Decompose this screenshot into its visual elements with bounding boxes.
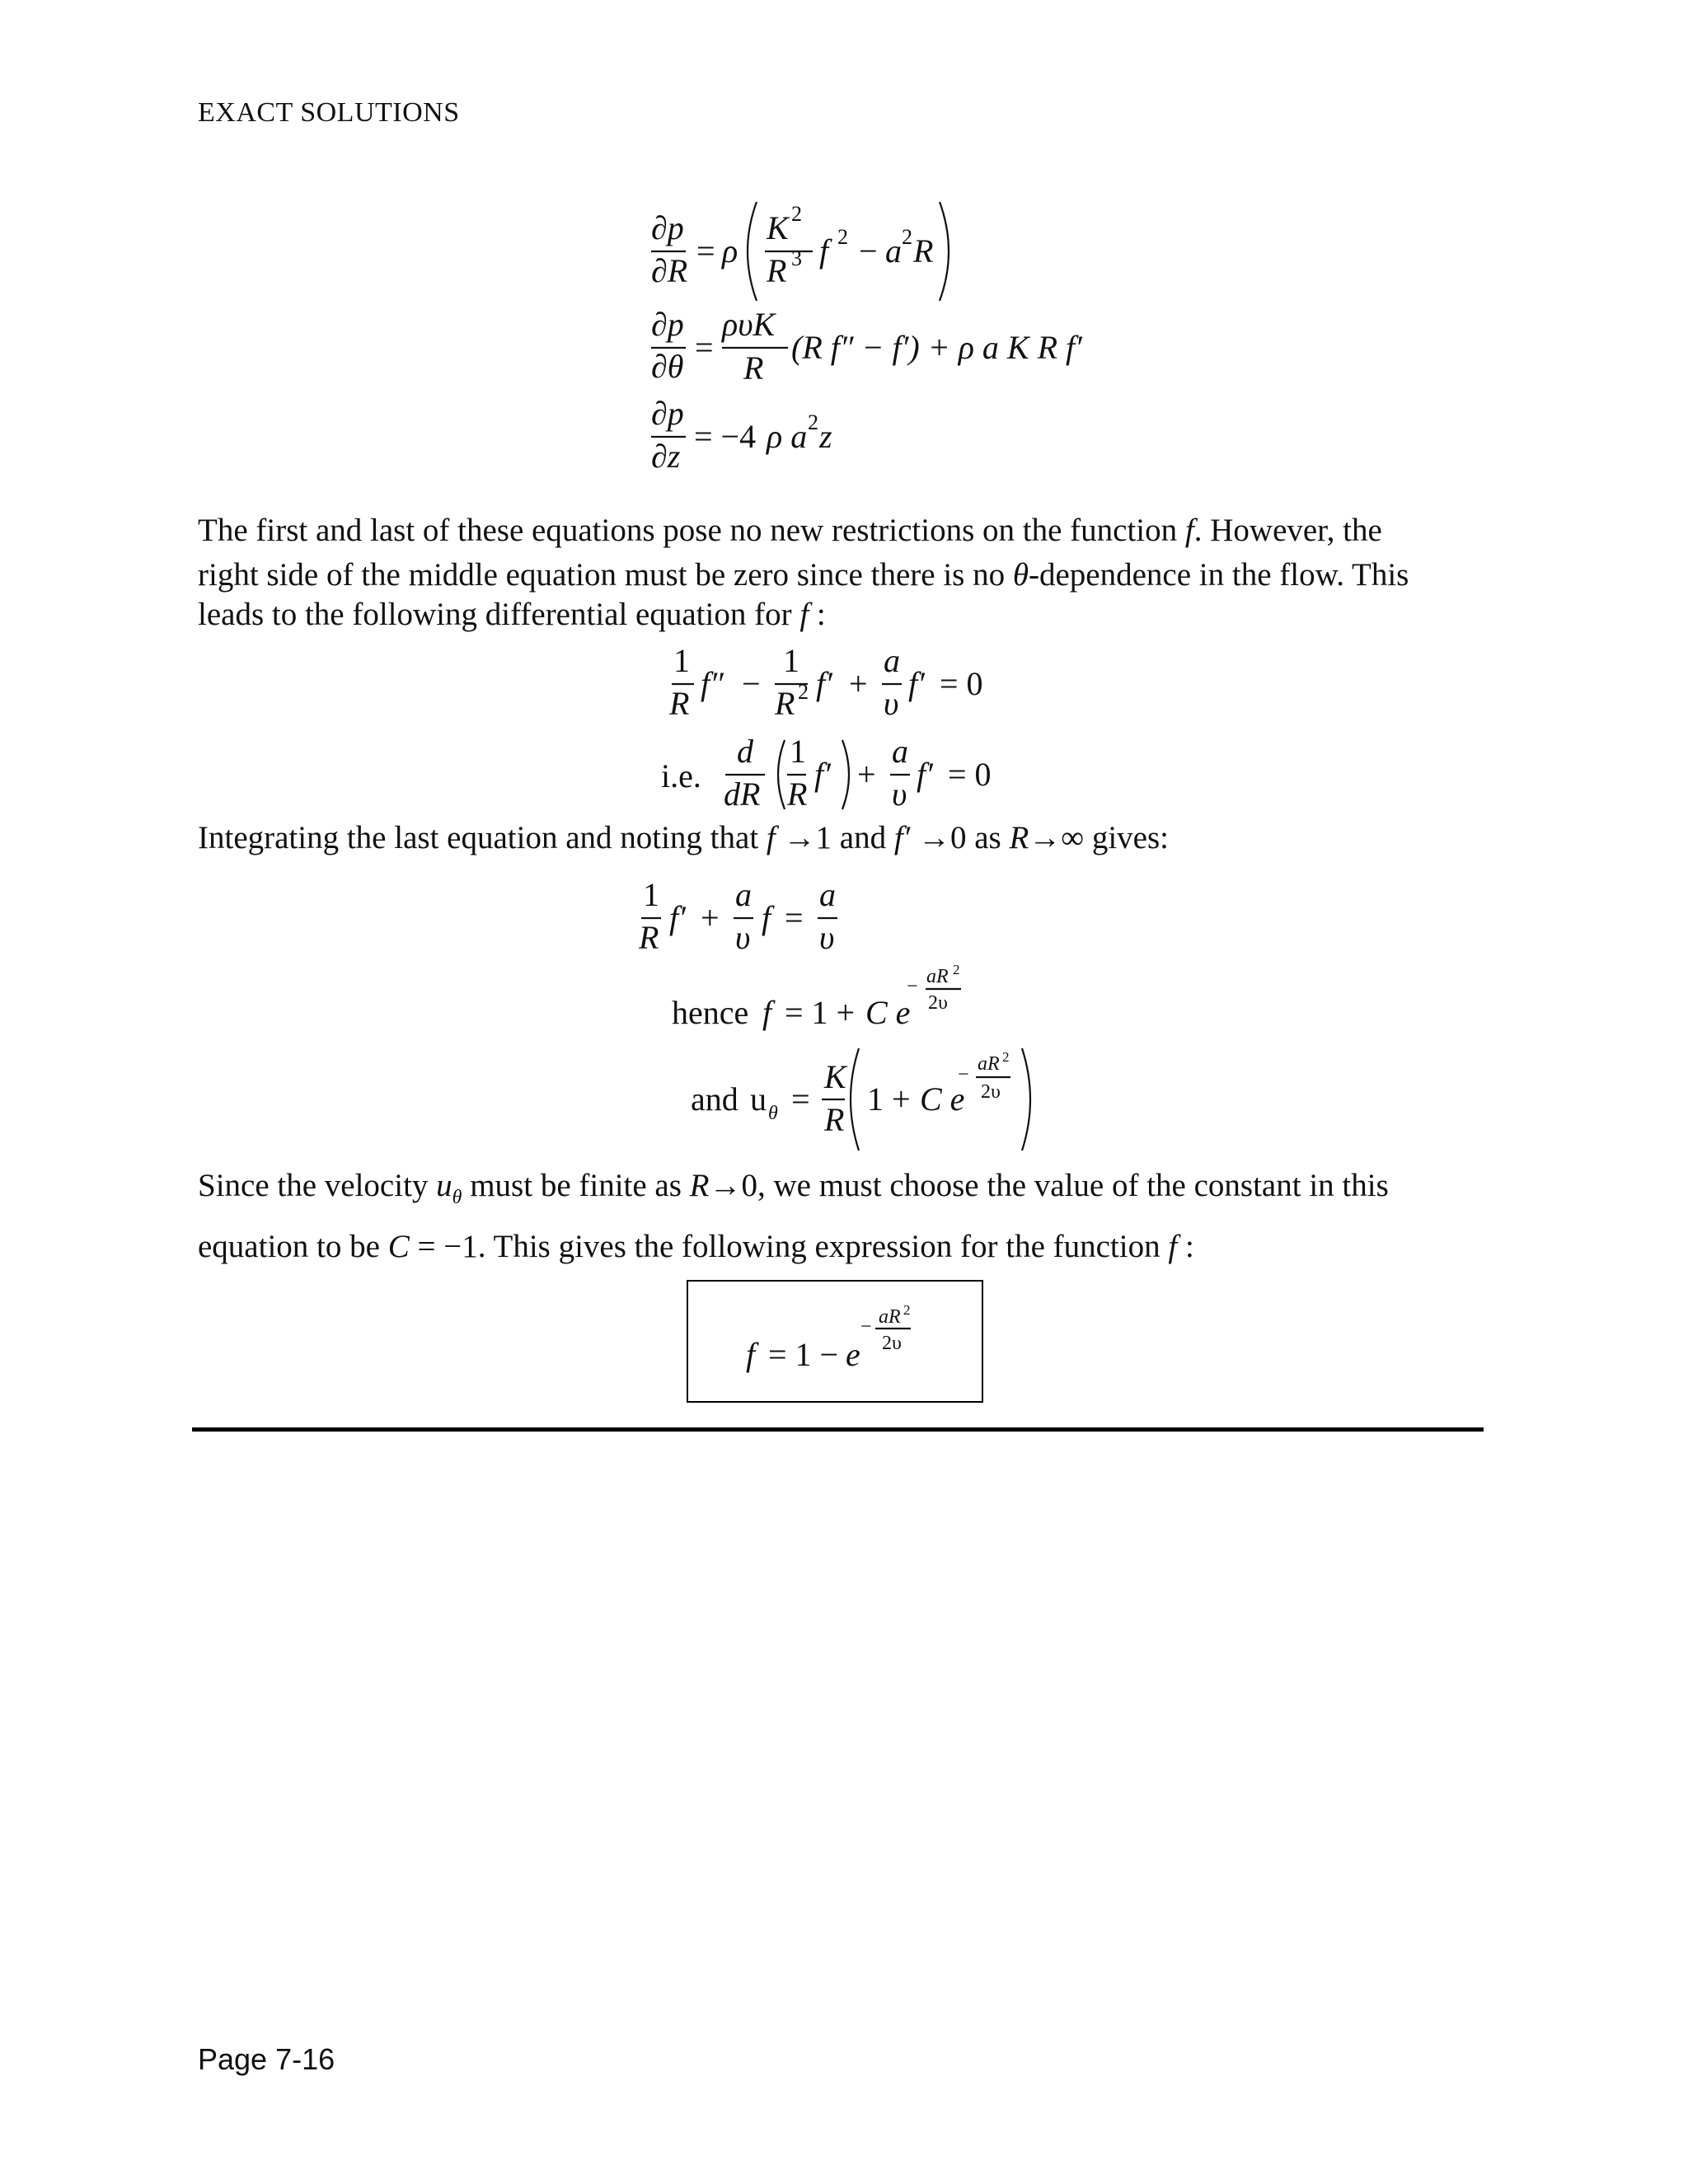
label-hence: hence: [672, 994, 749, 1031]
svg-text:2: 2: [837, 225, 848, 249]
svg-text:υ: υ: [892, 776, 907, 813]
svg-text:∂R: ∂R: [651, 252, 688, 289]
svg-text:ρ a: ρ a: [767, 418, 808, 455]
paragraph-restrictions: The first and last of these equations pose no new restrictions on the function f. However, the right side of the middle equation must be zero since there is no θ-dependence in the flow. This leads to the following differential equation for f :: [198, 513, 1409, 632]
label-and: and: [691, 1080, 738, 1118]
svg-text:f′: f′: [917, 756, 933, 793]
svg-text:−: −: [859, 232, 878, 269]
svg-text:a: a: [819, 876, 836, 913]
paragraph-finite-velocity: Since the velocity $u_\theta$ must be finite as R→0, we must choose the value of the constant in this equation to be C = −1. This gives the following expression for the function f :: [198, 1168, 1389, 1264]
svg-text:f″: f″: [701, 665, 724, 702]
svg-text:C e: C e: [865, 994, 911, 1031]
svg-text:a: a: [885, 232, 902, 269]
svg-text:= 1 +: = 1 +: [785, 994, 856, 1031]
svg-text:2: 2: [1002, 1049, 1010, 1065]
svg-text:1: 1: [643, 876, 659, 913]
svg-text:f: f: [819, 232, 829, 269]
svg-text:d: d: [737, 733, 753, 770]
svg-text:=: =: [791, 1080, 810, 1118]
svg-text:1: 1: [790, 733, 806, 770]
svg-text:= 0: = 0: [948, 756, 992, 793]
svg-text:1 +: 1 +: [867, 1080, 911, 1118]
svg-text:+: +: [857, 756, 876, 793]
svg-text:2: 2: [953, 962, 960, 977]
svg-text:θ: θ: [768, 1103, 778, 1124]
svg-text:K: K: [767, 209, 789, 246]
svg-text:=: =: [785, 899, 804, 936]
svg-text:(R f″ − f′) + ρ a K R f′: (R f″ − f′) + ρ a K R f′: [791, 329, 1082, 366]
svg-text:f′: f′: [908, 665, 925, 702]
svg-text:R: R: [824, 1101, 845, 1138]
svg-text:f: f: [762, 994, 772, 1031]
svg-text:−: −: [958, 1064, 969, 1085]
svg-text:υ: υ: [884, 685, 899, 722]
svg-text:∂p: ∂p: [651, 306, 684, 343]
svg-text:−: −: [742, 665, 761, 702]
svg-text:f: f: [746, 1336, 756, 1373]
svg-text:=: =: [695, 329, 714, 366]
svg-text:R: R: [639, 919, 659, 956]
svg-text:a: a: [892, 733, 908, 770]
svg-text:ρ: ρ: [722, 232, 738, 269]
svg-text:a: a: [884, 642, 900, 679]
svg-text:2: 2: [791, 202, 802, 226]
svg-text:∂z: ∂z: [651, 438, 681, 475]
svg-text:R: R: [775, 685, 795, 722]
svg-text:=: =: [696, 232, 715, 269]
svg-text:2: 2: [798, 680, 809, 704]
svg-text:= 0: = 0: [940, 665, 983, 702]
svg-text:aR: aR: [879, 1306, 901, 1328]
svg-text:e: e: [846, 1336, 860, 1373]
svg-text:= −4: = −4: [694, 418, 757, 455]
svg-text:= 1 −: = 1 −: [768, 1336, 839, 1373]
svg-text:∂p: ∂p: [651, 209, 684, 246]
svg-text:R: R: [743, 349, 764, 387]
svg-text:ρυK: ρυK: [722, 306, 776, 343]
paragraph-integrating: Integrating the last equation and noting that f →1 and f′ →0 as R→∞ gives:: [198, 820, 1170, 855]
svg-text:R: R: [669, 685, 690, 722]
svg-text:aR: aR: [978, 1053, 1000, 1075]
svg-text:∂θ: ∂θ: [651, 348, 684, 385]
section-divider: [192, 1427, 1484, 1432]
svg-text:2: 2: [808, 410, 818, 434]
svg-text:2υ: 2υ: [882, 1333, 902, 1354]
svg-text:f′: f′: [669, 899, 686, 936]
svg-text:u: u: [750, 1080, 767, 1118]
svg-text:dR: dR: [724, 776, 761, 813]
svg-text:R: R: [767, 252, 787, 289]
svg-text:K: K: [824, 1058, 846, 1095]
svg-text:2: 2: [903, 1302, 911, 1318]
svg-text:f′: f′: [814, 756, 831, 793]
svg-text:1: 1: [673, 642, 690, 679]
svg-text:aR: aR: [926, 966, 949, 987]
svg-text:a: a: [735, 876, 752, 913]
svg-text:2υ: 2υ: [981, 1081, 1001, 1103]
page-number: Page 7-16: [198, 2042, 335, 2076]
svg-text:∂p: ∂p: [651, 395, 684, 432]
svg-text:1: 1: [783, 642, 799, 679]
page-header: EXACT SOLUTIONS: [198, 97, 460, 128]
result-box: [687, 1280, 983, 1403]
svg-text:+: +: [701, 899, 720, 936]
svg-text:C e: C e: [920, 1080, 965, 1118]
svg-text:+: +: [849, 665, 868, 702]
svg-text:υ: υ: [819, 919, 835, 956]
label-ie: i.e.: [661, 757, 701, 794]
svg-text:−: −: [907, 976, 918, 997]
svg-text:R: R: [913, 232, 934, 269]
svg-text:−: −: [860, 1316, 872, 1338]
svg-text:2: 2: [902, 225, 912, 249]
svg-text:3: 3: [791, 246, 802, 270]
svg-text:R: R: [787, 776, 808, 813]
svg-text:2υ: 2υ: [928, 992, 948, 1014]
svg-text:f: f: [762, 899, 771, 936]
svg-text:f′: f′: [816, 665, 832, 702]
svg-text:z: z: [819, 418, 832, 455]
svg-text:υ: υ: [735, 919, 751, 956]
